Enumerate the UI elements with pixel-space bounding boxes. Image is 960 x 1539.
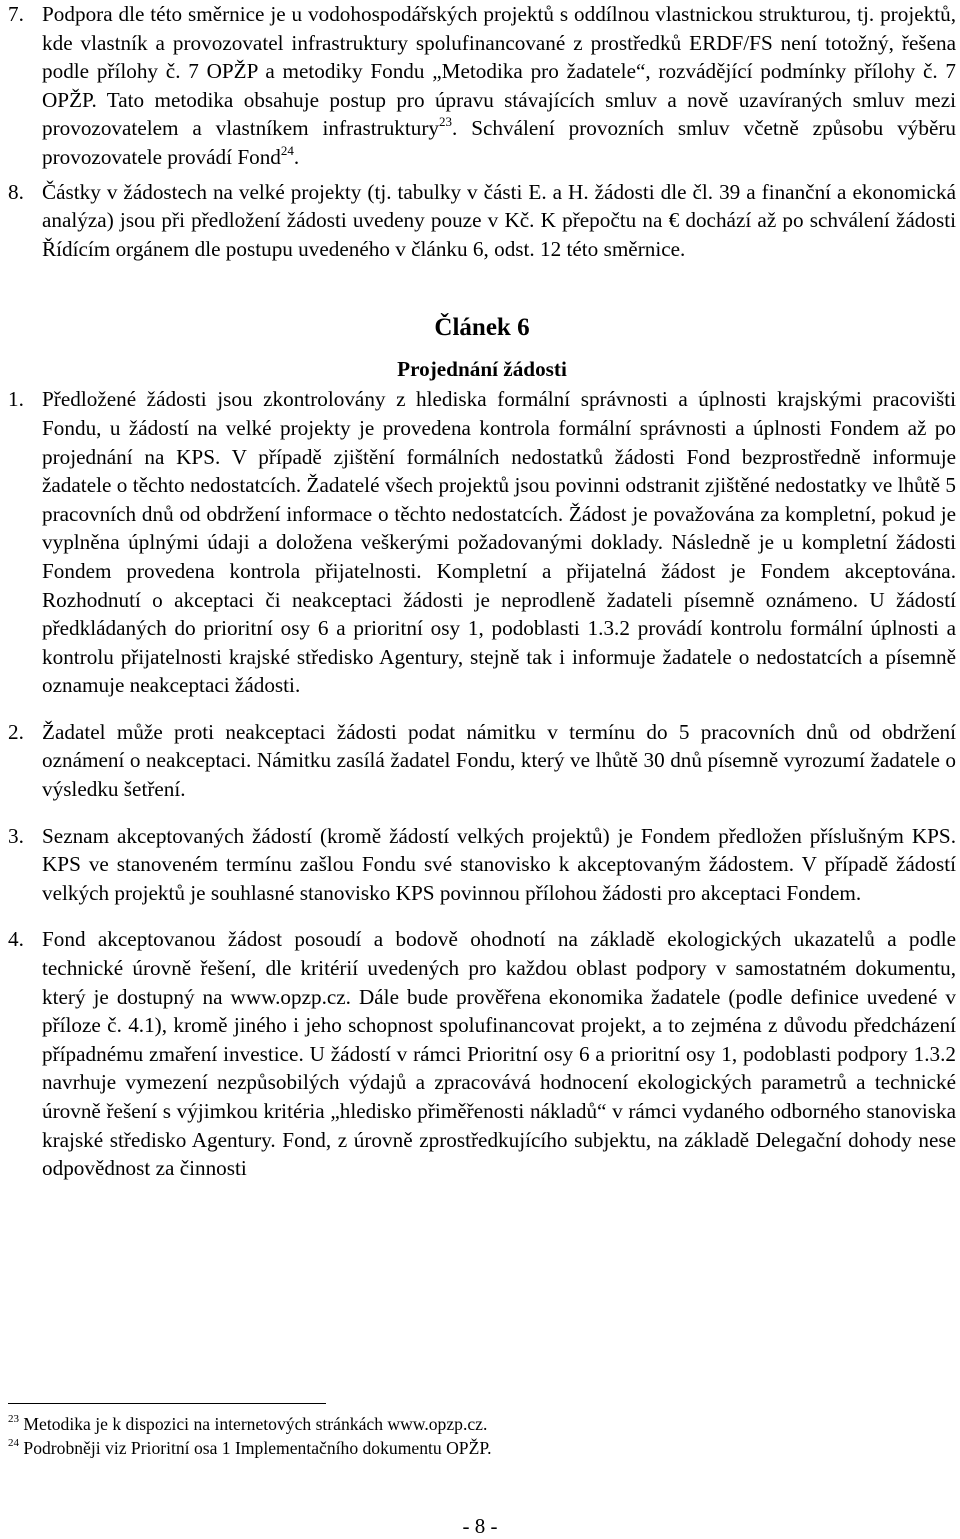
item-number: 4. (8, 927, 24, 952)
footnotes (8, 1412, 948, 1460)
list-item-8 (8, 178, 956, 264)
article-subtitle: Projednání žádosti (397, 357, 567, 382)
article-title: Článek 6 (434, 314, 530, 342)
item-text (42, 0, 956, 172)
item-number: 8. (8, 179, 24, 204)
item-text: Fond akceptovanou žádost posoudí a bodově ohodnotí na základě ekologických ukazatelů a podle technické úrovně řešení, dle kritérií uvedených pro každou oblast podpory v samostatném dokumentu, který je dostupný na www.opzp.cz. Dále bude prověřena ekonomika žadatele (podle definice uvedené v příloze č. 4.1), kromě jiného i jeho schopnost spolufinancovat projekt, a to zejména z důvodu předcházení případnému zmaření investice. U žádostí v rámci Prioritní osy 6 a prioritní osy 1, podoblasti podpory 1.3.2 navrhuje vymezení nezpůsobilých výdajů a zpracovává hodnocení ekologických parametrů a technické úrovně řešení s výjimkou kritéria „hledisko přiměřenosti nákladů“ v rámci vydaného odborného stanoviska krajské středisko Agentury. Fond, z úrovně zprostředkujícího subjektu, na základě Delegační dohody nese odpovědnost za činnosti (42, 927, 956, 1181)
item-text: Žadatel může proti neakceptaci žádosti podat námitku v termínu do 5 pracovních dnů od obdržení oznámení o neakceptaci. Námitku zasílá žadatel Fondu, který ve lhůtě 30 dnů písemně vyrozumí žadatele o výsledku šetření. (42, 719, 956, 802)
item-text: Částky v žádostech na velké projekty (tj. tabulky v části E. a H. žádosti dle čl. 39 a finanční a ekonomická analýza) jsou při předložení žádosti uvedeny pouze v Kč. K přepočtu na € dochází až po schválení žádosti Řídícím orgánem dle postupu uvedeného v článku 6, odst. 12 této směrnice. (42, 179, 956, 261)
footnote-mark: 24 (8, 1437, 19, 1450)
item-text-part: . Schválení provozních smluv včetně způsobu výběru provozovatele provádí Fond (42, 116, 956, 169)
footnote-text: Podrobněji viz Prioritní osa 1 Implementačního dokumentu OPŽP. (23, 1438, 492, 1458)
item-text: Předložené žádosti jsou zkontrolovány z hlediska formální správnosti a úplnosti krajskými pracovišti Fondu, u žádostí na velké projekty je provedena kontrola formální správnosti a úplnosti Fondem až po projednání na KPS. V případě zjištění formálních nedostatků žádosti Fond bezprostředně informuje žadatele o těchto nedostatcích. Žadatelé všech projektů jsou povinni odstranit zjištěné nedostatky ve lhůtě 5 pracovních dnů od obdržení informace o těchto nedostatcích. Žádost je považována za kompletní, pokud je vyplněna úplnými údaji a doložena veškerými požadovanými doklady. Následně je u kompletní žádosti Fondem provedena kontrola přijatelnosti. Kompletní a přijatelná žádost je Fondem akceptována. Rozhodnutí o akceptaci či neakceptaci žádosti je neprodleně žadateli písemně oznámeno. U žádostí předkládaných do prioritní osy 6 a prioritní osy 1, podoblasti 1.3.2 provádí kontrolu formální úplnosti a kontrolu přijatelnosti krajské středisko Agentury, stejně tak i informuje žadatele o nedostatcích a písemně oznamuje neakceptaci žádosti. (42, 387, 956, 698)
item-number: 3. (8, 823, 24, 848)
list-item-7 (8, 0, 956, 172)
footnote-text: Metodika je k dispozici na internetových stránkách www.opzp.cz. (23, 1414, 488, 1434)
item-number: 2. (8, 719, 24, 744)
footnote-divider (8, 1403, 326, 1404)
item-number: 7. (8, 2, 24, 26)
article-item-2 (8, 718, 956, 804)
footnote-mark: 23 (8, 1413, 19, 1426)
article-item-4 (8, 925, 956, 1182)
item-text-part: . (293, 144, 300, 169)
article-item-1 (8, 385, 956, 700)
item-text: Seznam akceptovaných žádostí (kromě žádostí velkých projektů) je Fondem předložen příslušným KPS. KPS ve stanoveném termínu zašlou Fondu své stanovisko k akceptovaným žádostem. V případě žádostí velkých projektů je souhlasné stanovisko KPS povinnou přílohou žádosti pro akceptaci Fondem. (42, 823, 956, 905)
item-number: 1. (8, 387, 24, 412)
item-text-part: Podpora dle této směrnice je u vodohospodářských projektů s oddílnou vlastnickou strukturou, tj. projektů, kde vlastník a provozovatel infrastruktury spolufinancované z prostředků ERDF/FS není totožný, řešena podle přílohy č. 7 OPŽP a metodiky Fondu „Metodika pro žadatele“, rozvádějící podmínky přílohy č. 7 OPŽP. Tato metodika obsahuje postup pro úpravu stávajících smluv a nově uzavíraných smluv mezi provozovatelem a vlastníkem infrastruktury (42, 2, 956, 141)
document-page (8, 0, 956, 1183)
page-number: - 8 - (462, 1514, 498, 1538)
footnote-23 (8, 1412, 948, 1436)
footnote-ref-24[interactable]: 24 (280, 142, 294, 158)
footnote-ref-23[interactable]: 23 (439, 114, 453, 130)
footnote-24 (8, 1436, 948, 1460)
article-item-3 (8, 822, 956, 908)
